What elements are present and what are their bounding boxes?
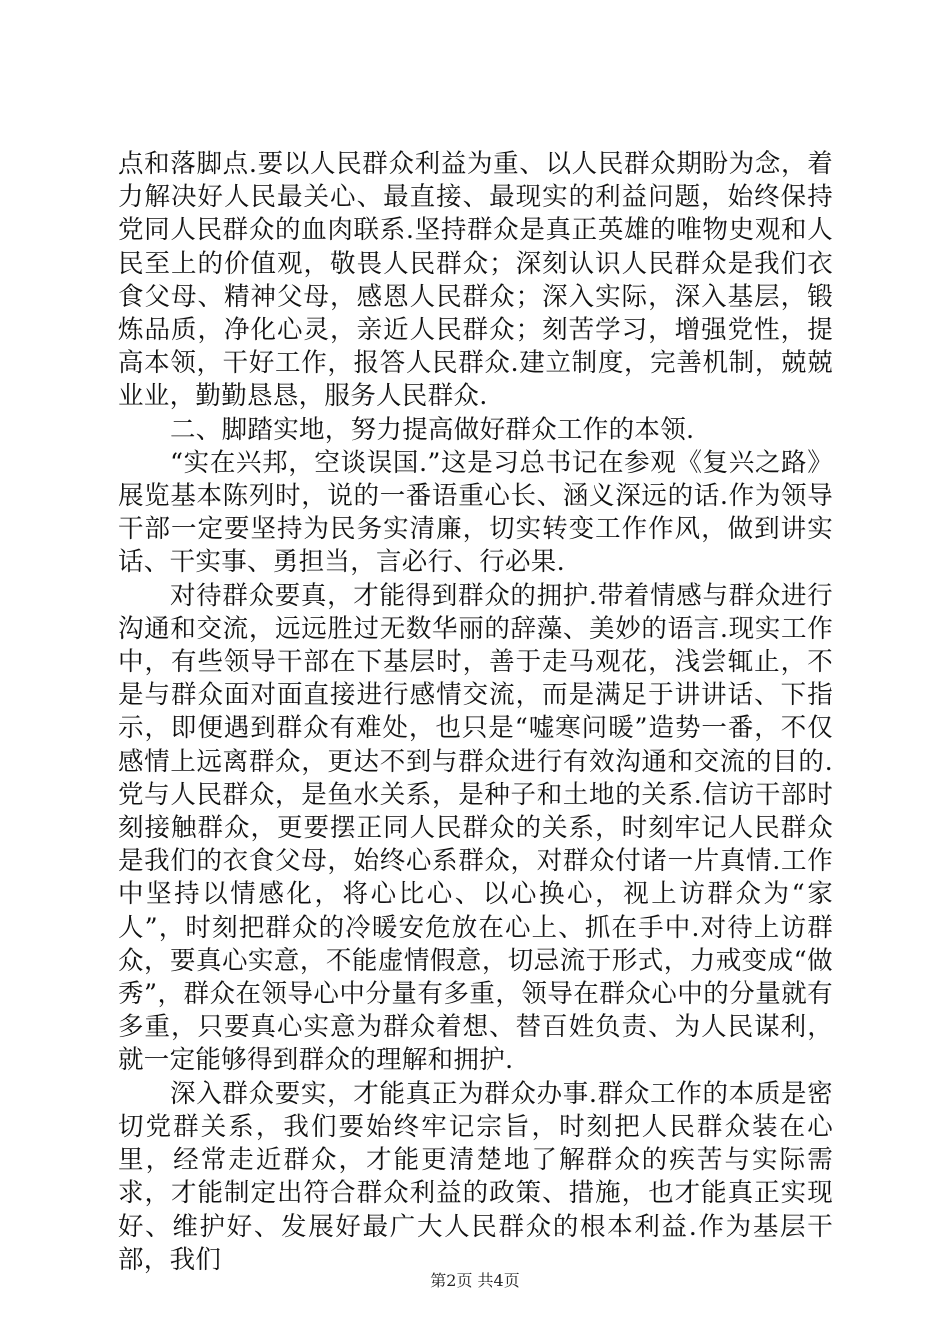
paragraph-4: 对待群众要真，才能得到群众的拥护.带着情感与群众进行沟通和交流，远远胜过无数华丽的辞藻、美妙的语言.现实工作中，有些领导干部在下基层时，善于走马观花，浅尝辄止，不是与群众面对面直接进行感情交流，而是满足于讲讲话、下指示，即便遇到群众有难处，也只是“嘘寒问暖”造势一番，不仅感情上远离群众，更达不到与群众进行有效沟通和交流的目的.党与人民群众，是鱼水关系，是种子和土地的关系.信访干部时刻接触群众，更要摆正同人民群众的关系，时刻牢记人民群众是我们的衣食父母，始终心系群众，对群众付诸一片真情.工作中坚持以情感化，将心比心、以心换心，视上访群众为“家人”，时刻把群众的冷暖安危放在心上、抓在手中.对待上访群众，要真心实意，不能虚情假意，切忌流于形式，力戒变成“做秀”，群众在领导心中分量有多重，领导在群众心中的分量就有多重，只要真心实意为群众着想、替百姓负责、为人民谋利，就一定能够得到群众的理解和拥护. bbox=[118, 580, 833, 1076]
section-heading-2: 二、脚踏实地，努力提高做好群众工作的本领. bbox=[170, 414, 695, 445]
paragraph-3: “实在兴邦，空谈误国.”这是习总书记在参观《复兴之路》展览基本陈列时，说的一番语重心长、涵义深远的话.作为领导干部一定要坚持为民务实清廉，切实转变工作作风，做到讲实话、干实事、勇担当，言必行、行必果. bbox=[118, 447, 833, 578]
page-number-footer: 第2页 共4页 bbox=[430, 1271, 520, 1290]
document-body bbox=[118, 148, 833, 1277]
paragraph-5: 深入群众要实，才能真正为群众办事.群众工作的本质是密切党群关系，我们要始终牢记宗旨，时刻把人民群众装在心里，经常走近群众，才能更清楚地了解群众的疾苦与实际需求，才能制定出符合群众利益的政策、措施，也才能真正实现好、维护好、发展好最广大人民群众的根本利益.作为基层干部，我们 bbox=[118, 1078, 833, 1275]
paragraph-1: 点和落脚点.要以人民群众利益为重、以人民群众期盼为念，着力解决好人民最关心、最直接、最现实的利益问题，始终保持党同人民群众的血肉联系.坚持群众是真正英雄的唯物史观和人民至上的价值观，敬畏人民群众；深刻认识人民群众是我们衣食父母、精神父母，感恩人民群众；深入实际，深入基层，锻炼品质，净化心灵，亲近人民群众；刻苦学习，增强党性，提高本领，干好工作，报答人民群众.建立制度，完善机制，兢兢业业，勤勤恳恳，服务人民群众. bbox=[118, 149, 833, 412]
